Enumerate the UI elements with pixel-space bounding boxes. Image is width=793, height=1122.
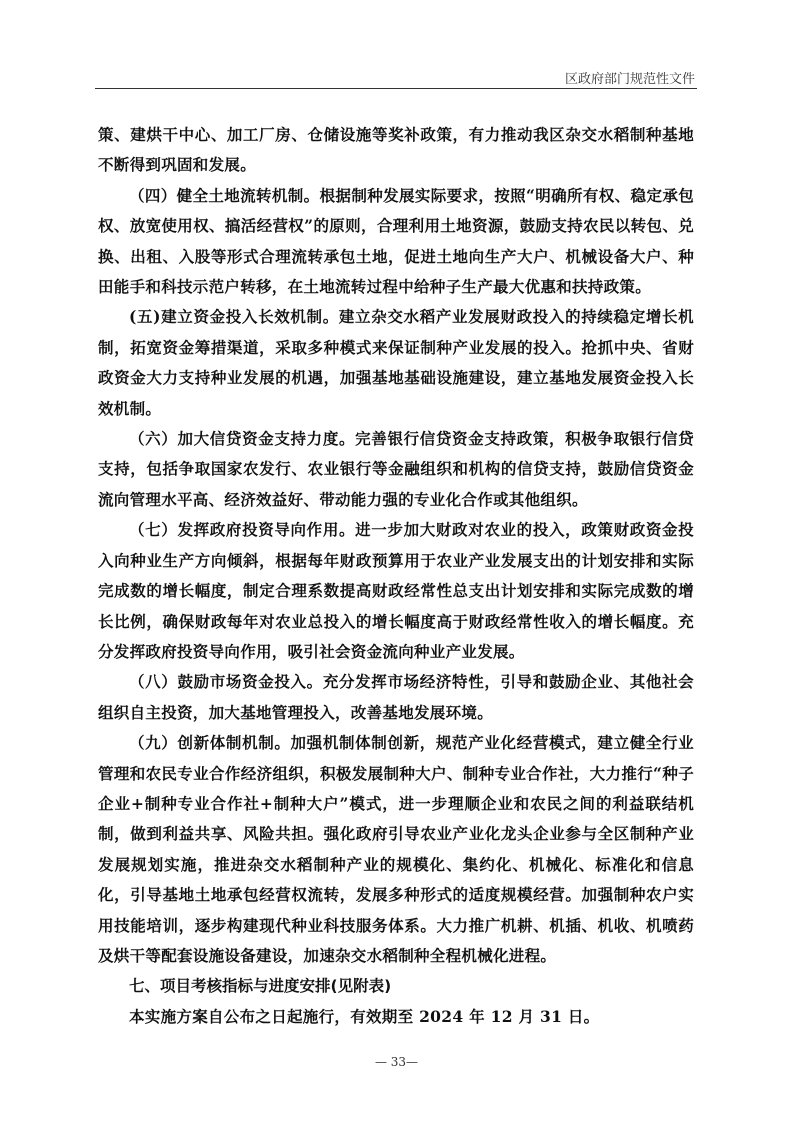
paragraph-credit-support: （六）加大信贷资金支持力度。完善银行信贷资金支持政策，积极争取银行信贷支持，包括争取国家农发行、农业银行等金融组织和机构的信贷支持，鼓励信贷资金流向管理水平高、经济效益好、带动能力强的专业化合作或其他组织。 xyxy=(98,429,694,509)
paragraph-system-innovation: （九）创新体制机制。加强机制体制创新，规范产业化经营模式，建立健全行业管理和农民专业合作经济组织，积极发展制种大户、制种专业合作社，大力推行“种子企业+制种专业合作社+制种大户”模式，进一步理顺企业和农民之间的利益联结机制，做到利益共享、风险共担。强化政府引导农业产业化龙头企业参与全区制种产业发展规划实施，推进杂交水稻制种产业的规模化、集约化、机械化、标准化和信息化，引导基地土地承包经营权流转，发展多种形式的适度规模经营。加强制种农户实用技能培训，逐步构建现代种业科技服务体系。大力推广机耕、机插、机收、机喷药及烘干等配套设施设备建设，加速杂交水稻制种全程机械化进程。 xyxy=(98,733,694,965)
header-divider xyxy=(95,88,697,89)
page-number: — 33— xyxy=(374,1055,419,1069)
paragraph-land-transfer: （四）健全土地流转机制。根据制种发展实际要求，按照“明确所有权、稳定承包权、放宽使用权、搞活经营权”的原则，合理利用土地资源，鼓励支持农民以转包、兑换、出租、入股等形式合理流转承包土地，促进土地向生产大户、机械设备大户、种田能手和科技示范户转移，在土地流转过程中给种子生产最大优惠和扶持政策。 xyxy=(98,185,694,297)
paragraph-continuation: 策、建烘干中心、加工厂房、仓储设施等奖补政策，有力推动我区杂交水稻制种基地不断得到巩固和发展。 xyxy=(98,125,694,175)
paragraph-government-investment: （七）发挥政府投资导向作用。进一步加大财政对农业的投入，政策财政资金投入向种业生产方向倾斜，根据每年财政预算用于农业产业发展支出的计划安排和实际完成数的增长幅度，制定合理系数提高财政经常性总支出计划安排和实际完成数的增长比例，确保财政每年对农业总投入的增长幅度高于财政经常性收入的增长幅度。充分发挥政府投资导向作用，吸引社会资金流向种业产业发展。 xyxy=(98,520,694,661)
section-heading-assessment: 七、项目考核指标与进度安排(见附表) xyxy=(129,977,392,996)
paragraph-effective-date: 本实施方案自公布之日起施行，有效期至 2024 年 12 月 31 日。 xyxy=(129,1006,600,1026)
header-title: 区政府部门规范性文件 xyxy=(564,72,695,87)
paragraph-capital-mechanism: (五)建立资金投入长效机制。建立杂交水稻产业发展财政投入的持续稳定增长机制，拓宽资金筹措渠道，采取多种模式来保证制种产业发展的投入。抢抓中央、省财政资金大力支持种业发展的机遇，加强基地基础设施建设，建立基地发展资金投入长效机制。 xyxy=(98,307,694,418)
paragraph-market-capital: （八）鼓励市场资金投入。充分发挥市场经济特性，引导和鼓励企业、其他社会组织自主投资，加大基地管理投入，改善基地发展环境。 xyxy=(98,672,694,722)
document-body xyxy=(98,120,694,1032)
